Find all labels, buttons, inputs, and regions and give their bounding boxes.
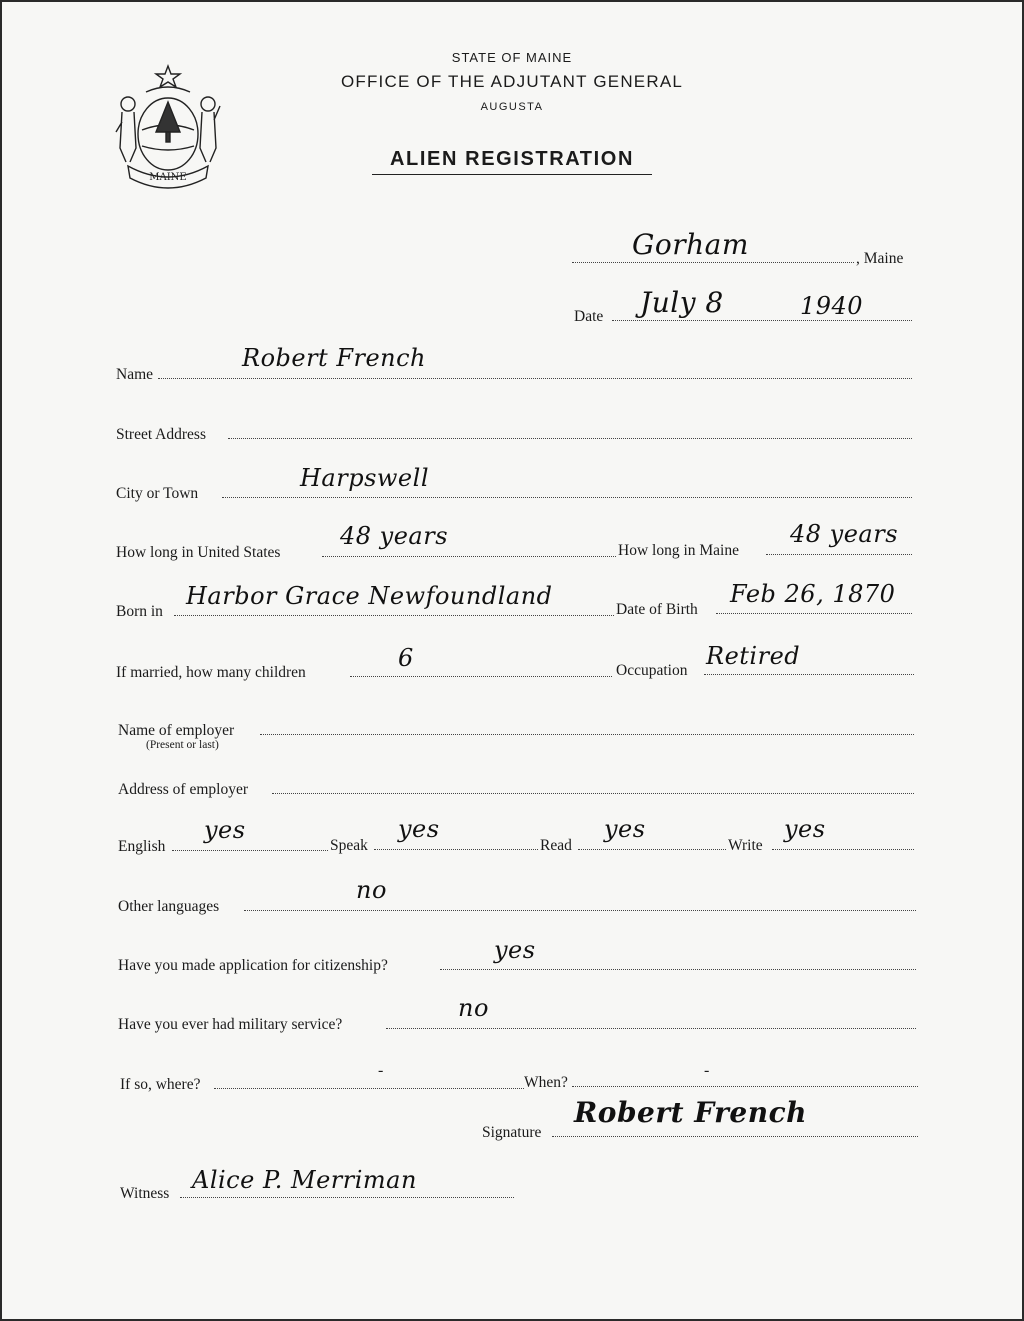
military-line: [386, 1028, 916, 1029]
children-value: 6: [398, 644, 414, 672]
title-underline: [372, 174, 652, 175]
citizenship-value: yes: [494, 936, 536, 964]
name-value: Robert French: [242, 344, 427, 372]
born-in-value: Harbor Grace Newfoundland: [186, 582, 553, 610]
town-line: [572, 262, 854, 263]
read-value: yes: [604, 815, 646, 843]
children-label: If married, how many children: [116, 664, 306, 681]
how-long-us-line: [322, 556, 616, 557]
maine-label: , Maine: [856, 250, 904, 267]
form-title: ALIEN REGISTRATION: [390, 148, 634, 170]
witness-value: Alice P. Merriman: [192, 1166, 417, 1194]
seal-text: MAINE: [149, 172, 187, 183]
how-long-maine-value: 48 years: [790, 520, 899, 548]
header-state: STATE OF MAINE: [451, 50, 573, 65]
citizenship-line: [440, 969, 916, 970]
city-value: Harpswell: [300, 464, 429, 492]
employer-note: (Present or last): [146, 739, 219, 751]
town-value: Gorham: [632, 228, 749, 261]
born-in-label: Born in: [116, 603, 163, 620]
english-line: [172, 850, 328, 851]
employer-address-label: Address of employer: [118, 781, 248, 798]
employer-label: Name of employer: [118, 722, 235, 739]
date-line: [612, 320, 912, 321]
other-languages-value: no: [356, 876, 387, 904]
speak-value: yes: [398, 815, 440, 843]
how-long-maine-label: How long in Maine: [618, 542, 739, 559]
employer-address-line: [272, 793, 914, 794]
write-line: [772, 849, 914, 850]
city-label: City or Town: [116, 485, 199, 502]
read-label: Read: [540, 837, 572, 854]
english-label: English: [118, 838, 166, 855]
military-label: Have you ever had military service?: [118, 1016, 343, 1033]
write-value: yes: [784, 815, 826, 843]
dob-label: Date of Birth: [616, 601, 698, 618]
where-value: -: [378, 1062, 384, 1079]
occupation-value: Retired: [706, 642, 801, 670]
dob-line: [716, 613, 912, 614]
when-label: When?: [524, 1074, 568, 1091]
signature-line: [552, 1136, 918, 1137]
read-line: [578, 849, 726, 850]
witness-line: [180, 1197, 514, 1198]
when-line: [572, 1086, 918, 1087]
city-line: [222, 497, 912, 498]
other-languages-line: [244, 910, 916, 911]
header-city: AUGUSTA: [480, 101, 544, 113]
born-in-line: [174, 615, 614, 616]
occupation-line: [704, 674, 914, 675]
how-long-us-label: How long in United States: [116, 544, 281, 561]
write-label: Write: [728, 837, 763, 854]
year-value: 1940: [800, 292, 864, 320]
when-value: -: [704, 1062, 710, 1079]
date-label: Date: [574, 308, 604, 325]
witness-label: Witness: [120, 1185, 170, 1202]
name-label: Name: [116, 366, 154, 383]
employer-line: [260, 734, 914, 735]
how-long-maine-line: [766, 554, 912, 555]
occupation-label: Occupation: [616, 662, 688, 679]
speak-line: [374, 849, 538, 850]
header-office: OFFICE OF THE ADJUTANT GENERAL: [340, 72, 684, 91]
dob-value: Feb 26, 1870: [730, 580, 896, 608]
other-languages-label: Other languages: [118, 898, 220, 915]
citizenship-label: Have you made application for citizenship?: [118, 957, 388, 974]
signature-value: Robert French: [574, 1096, 807, 1129]
street-line: [228, 438, 912, 439]
signature-label: Signature: [482, 1124, 542, 1141]
how-long-us-value: 48 years: [340, 522, 449, 550]
military-value: no: [458, 994, 489, 1022]
where-label: If so, where?: [120, 1076, 201, 1093]
children-line: [350, 676, 612, 677]
where-line: [214, 1088, 524, 1089]
english-value: yes: [204, 816, 246, 844]
date-value: July 8: [640, 286, 724, 319]
name-line: [158, 378, 912, 379]
street-label: Street Address: [116, 426, 206, 443]
speak-label: Speak: [330, 837, 368, 854]
